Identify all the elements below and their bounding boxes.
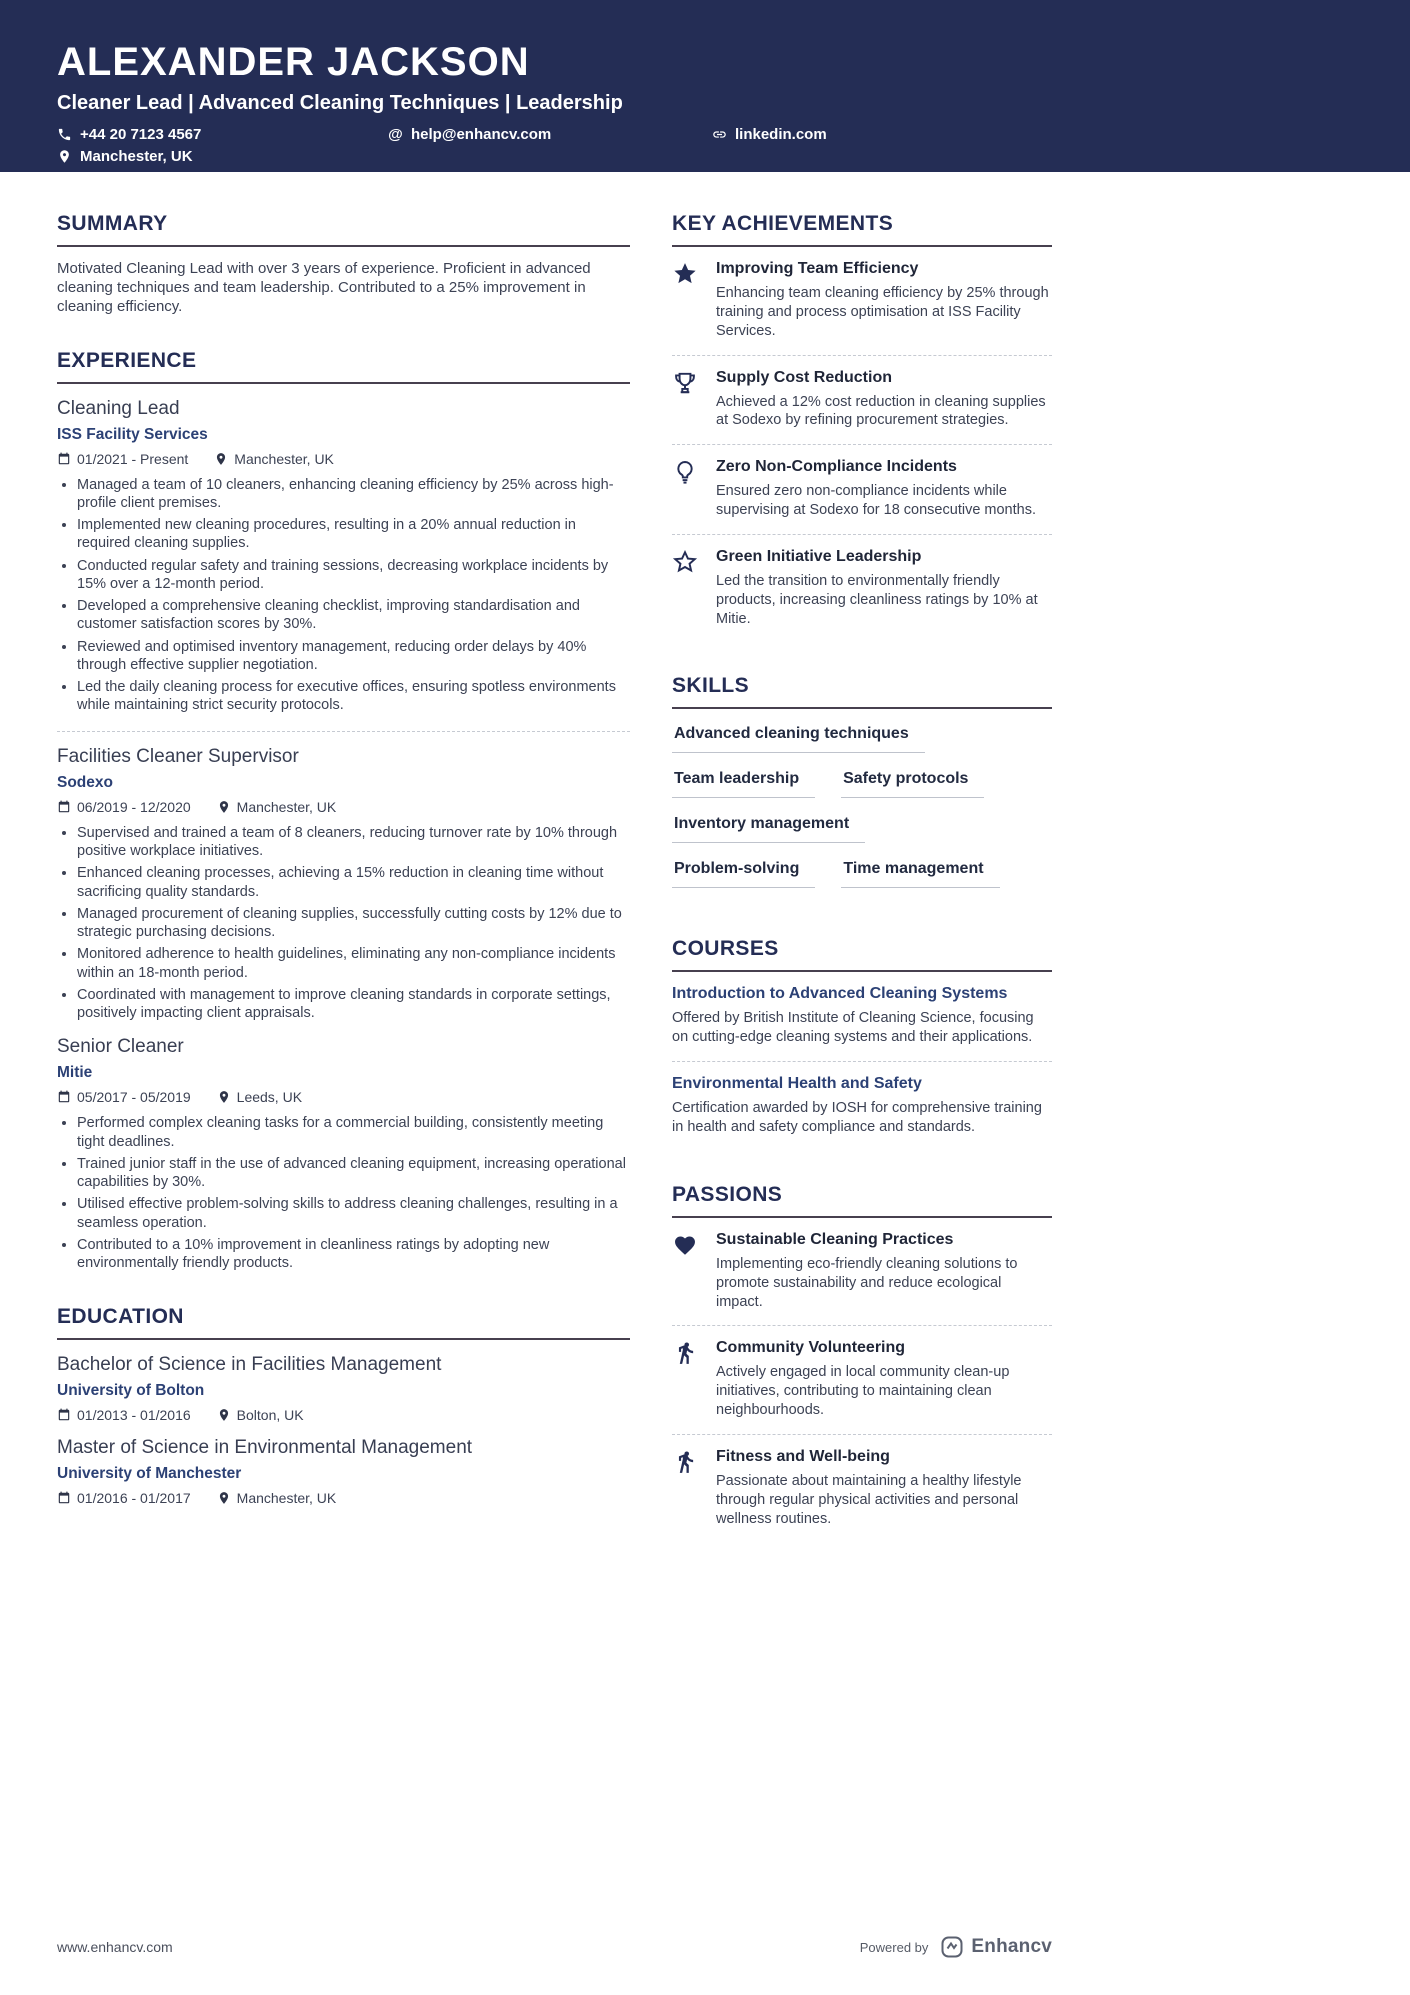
header [0,0,1410,172]
job-title: Senior Cleaner [57,1036,184,1058]
location-icon [217,1090,231,1104]
degree-entry [57,1354,630,1423]
location-text: Manchester, UK [80,148,193,165]
course-text: Certification awarded by IOSH for comprehensive training in health and safety compliance and standards. [672,1100,1042,1135]
calendar-icon [57,800,71,814]
job-meta [57,451,630,467]
job-bullets [77,476,630,715]
skills-heading: SKILLS [672,674,1052,709]
volunteer-icon [672,1339,700,1420]
achievement-text: Achieved a 12% cost reduction in cleaning supplies at Sodexo by refining procurement strategies. [716,393,1046,429]
right-column [672,212,1052,1574]
phone-number: +44 20 7123 4567 [80,126,202,143]
lightbulb-icon [672,458,700,520]
email-link[interactable] [388,126,712,143]
location-icon [217,1491,231,1505]
calendar-icon [57,1090,71,1104]
job-bullets [77,1114,630,1272]
job-location: Manchester, UK [217,799,337,815]
achievement-title: Improving Team Efficiency [716,260,919,277]
summary-section [57,212,630,317]
passion-title: Community Volunteering [716,1339,906,1357]
achievement-item [672,535,1052,643]
bullet: • Performed complex cleaning tasks for a commercial building, consistently meeting tight deadlines. [77,1114,630,1151]
calendar-icon [57,1408,71,1422]
school-name: University of Manchester [57,1464,242,1482]
education-section [57,1305,630,1506]
bullet: • Developed a comprehensive cleaning checklist, improving standardisation and customer satisfaction scores by 30%. [77,597,630,634]
bullet: • Led the daily cleaning process for executive offices, ensuring spotless environments while maintaining strict security protocols. [77,678,630,715]
bullet: • Monitored adherence to health guidelines, eliminating any non-compliance incidents within an 18-month period. [77,945,630,982]
skills-section [672,674,1052,905]
achievement-title: Supply Cost Reduction [716,368,892,386]
entry-separator [57,731,630,732]
candidate-title: Cleaner Lead | Advanced Cleaning Techniques | Leadership [57,92,623,114]
location-icon [57,149,72,164]
linkedin-url: linkedin.com [735,126,827,143]
bullet: • Coordinated with management to improve cleaning standards in corporate settings, positively impacting client appraisals. [77,986,630,1023]
linkedin-link[interactable] [712,126,1353,143]
at-icon: @ [388,126,403,143]
achievement-title: Green Initiative Leadership [716,547,922,565]
link-icon [712,127,727,142]
bullet: • Supervised and trained a team of 8 cleaners, reducing turnover rate by 10% through positive workplace initiatives. [77,824,630,861]
skill-item: Advanced cleaning techniques [672,725,925,753]
skill-item: Time management [841,860,999,888]
candidate-name: ALEXANDER JACKSON [57,40,530,84]
achievement-text: Enhancing team cleaning efficiency by 25% through training and process optimisation at ISS Facility Services. [716,285,1049,339]
skill-item: Safety protocols [841,770,984,798]
passions-section [672,1183,1052,1543]
school-name: University of Bolton [57,1381,205,1399]
passion-item [672,1218,1052,1326]
bullet: • Utilised effective problem-solving skills to address cleaning challenges, resulting in a seamless operation. [77,1195,630,1232]
bullet: • Managed a team of 10 cleaners, enhancing cleaning efficiency by 25% across high-profile client premises. [77,476,630,513]
enhancv-logo[interactable] [940,1935,1052,1959]
fitness-icon [672,1448,700,1529]
degree-title: Master of Science in Environmental Management [57,1436,473,1458]
degree-location: Manchester, UK [217,1490,337,1506]
content [0,172,1410,1574]
achievement-item [672,445,1052,534]
course-title: Introduction to Advanced Cleaning Systems [672,985,1008,1003]
experience-heading: EXPERIENCE [57,349,630,384]
enhancv-logo-text: Enhancv [971,1936,1052,1957]
job-meta [57,799,630,815]
passion-item [672,1326,1052,1434]
job-entry [57,398,630,715]
bullet: • Trained junior staff in the use of advanced cleaning equipment, increasing operational capabilities by 30%. [77,1155,630,1192]
achievement-text: Led the transition to environmentally friendly products, increasing cleanliness ratings by 10% at Mitie. [716,572,1038,627]
passions-heading: PASSIONS [672,1183,1052,1218]
job-location: Leeds, UK [217,1089,302,1105]
job-entry [57,1036,630,1272]
powered-by [860,1935,1052,1959]
location-icon [217,800,231,814]
achievements-heading: KEY ACHIEVEMENTS [672,212,1052,247]
bullet: • Conducted regular safety and training sessions, decreasing workplace incidents by 15% over a 12-month period. [77,557,630,594]
summary-text: Motivated Cleaning Lead with over 3 years of experience. Proficient in advanced cleaning techniques and team leadership. Contributed to a 25% improvement in cleaning efficiency. [57,260,591,316]
job-bullets [77,824,630,1023]
phone-icon [57,127,72,142]
courses-section [672,937,1052,1150]
job-location: Manchester, UK [214,451,334,467]
trophy-icon [672,369,700,431]
company-name: ISS Facility Services [57,425,208,443]
passion-title: Sustainable Cleaning Practices [716,1230,954,1248]
job-entry [57,746,630,1023]
passion-text: Actively engaged in local community clean-up initiatives, contributing to maintaining clean neighbourhoods. [716,1364,1010,1419]
job-meta [57,1089,630,1105]
achievement-item [672,247,1052,355]
enhancv-logo-icon [940,1935,964,1959]
achievement-title: Zero Non-Compliance Incidents [716,458,957,476]
left-column [57,212,630,1574]
passion-item [672,1435,1052,1543]
degree-meta [57,1407,630,1423]
education-heading: EDUCATION [57,1305,630,1340]
course-item [672,972,1052,1061]
bullet: • Implemented new cleaning procedures, resulting in a 20% annual reduction in required cleaning supplies. [77,516,630,553]
course-text: Offered by British Institute of Cleaning Science, focusing on cutting-edge cleaning systems and their applications. [672,1010,1034,1046]
job-dates: 05/2017 - 05/2019 [57,1089,191,1105]
degree-entry [57,1437,630,1506]
degree-dates: 01/2013 - 01/2016 [57,1407,191,1423]
heart-icon [672,1231,700,1312]
achievements-section [672,212,1052,642]
calendar-icon [57,452,71,466]
email-address: help@enhancv.com [411,126,552,143]
degree-dates: 01/2016 - 01/2017 [57,1490,191,1506]
skill-item: Team leadership [672,770,815,798]
bullet: • Enhanced cleaning processes, achieving a 15% reduction in cleaning time without sacrificing quality standards. [77,864,630,901]
degree-location: Bolton, UK [217,1407,304,1423]
passion-text: Implementing eco-friendly cleaning solutions to promote sustainability and reduce ecological impact. [716,1255,1018,1310]
achievement-text: Ensured zero non-compliance incidents while supervising at Sodexo for 18 consecutive months. [716,483,1036,519]
degree-meta [57,1490,630,1506]
star-outline-icon [672,548,700,629]
degree-title: Bachelor of Science in Facilities Management [57,1353,442,1375]
contact-info [57,126,1353,165]
summary-heading: SUMMARY [57,212,630,247]
course-title: Environmental Health and Safety [672,1075,922,1093]
skills-list [672,725,1052,905]
website-link[interactable]: www.enhancv.com [57,1939,173,1955]
powered-by-label: Powered by [859,1939,929,1955]
footer [57,1935,1052,1959]
company-name: Mitie [57,1064,93,1082]
job-title: Cleaning Lead [57,397,180,419]
phone-link[interactable] [57,126,388,143]
skill-item: Inventory management [672,815,865,843]
location-item [57,148,388,165]
skill-item: Problem-solving [672,860,815,888]
experience-section [57,349,630,1273]
achievement-item [672,356,1052,445]
courses-heading: COURSES [672,937,1052,972]
location-icon [217,1408,231,1422]
calendar-icon [57,1491,71,1505]
passion-title: Fitness and Well-being [716,1447,890,1465]
company-name: Sodexo [57,773,113,791]
star-icon [672,260,700,341]
course-item [672,1062,1052,1151]
bullet: • Managed procurement of cleaning supplies, successfully cutting costs by 12% due to strategic purchasing decisions. [77,905,630,942]
passion-text: Passionate about maintaining a healthy lifestyle through regular physical activities and personal wellness routines. [716,1472,1022,1527]
job-dates: 01/2021 - Present [57,451,188,467]
job-dates: 06/2019 - 12/2020 [57,799,191,815]
location-icon [214,452,228,466]
bullet: • Reviewed and optimised inventory management, reducing order delays by 40% through effective supplier negotiation. [77,638,630,675]
job-title: Facilities Cleaner Supervisor [57,745,299,767]
bullet: • Contributed to a 10% improvement in cleanliness ratings by adopting new environmentally friendly products. [77,1236,630,1273]
